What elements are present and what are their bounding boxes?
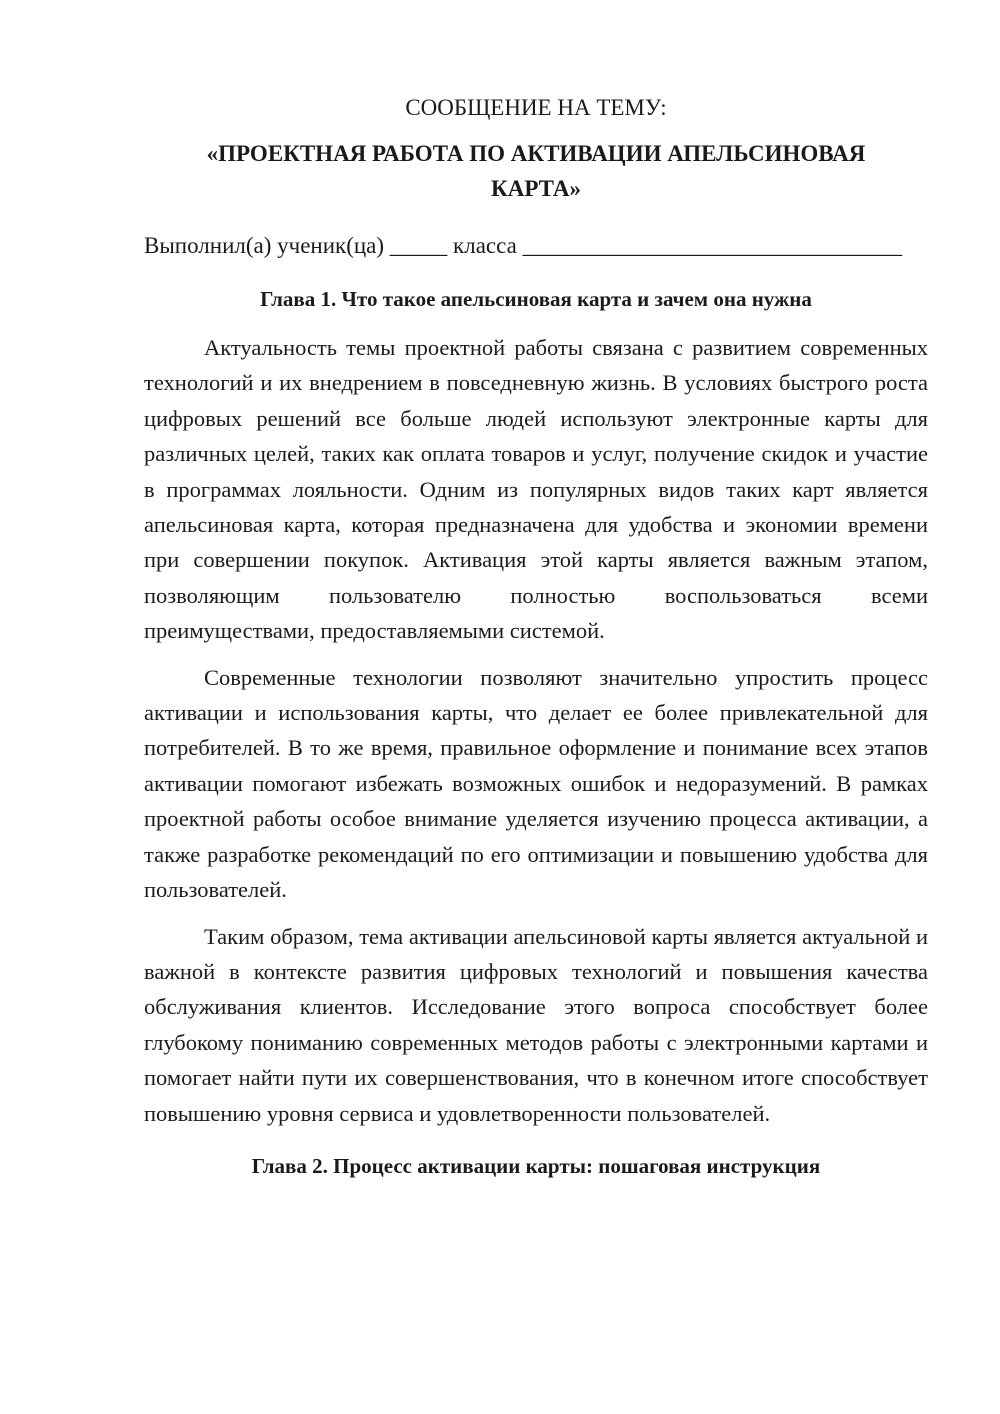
document-header-line: СООБЩЕНИЕ НА ТЕМУ: (405, 95, 667, 120)
document-page (144, 92, 928, 1197)
chapter-1-paragraph-2: Современные технологии позволяют значительно упростить процесс активации и использования карты, что делает ее более привлекательной для потребителей. В то же время, правильное оформление и понимание всех этапов активации помогают избежать возможных ошибок и недоразумений. В рамках проектной работы особое внимание уделяется изучению процесса активации, а также разработке рекомендаций по его оптимизации и повышению удобства для пользователей. (144, 664, 928, 903)
document-title: «ПРОЕКТНАЯ РАБОТА ПО АКТИВАЦИИ АПЕЛЬСИНОВАЯ КАРТА» (206, 141, 866, 201)
chapter-1-title: Глава 1. Что такое апельсиновая карта и зачем она нужна (260, 287, 812, 311)
chapter-2-title: Глава 2. Процесс активации карты: пошаговая инструкция (251, 1153, 821, 1178)
chapter-1-paragraph-1: Актуальность темы проектной работы связана с развитием современных технологий и их внедрением в повседневную жизнь. В условиях быстрого роста цифровых решений все больше людей используют электронные карты для различных целей, таких как оплата товаров и услуг, получение скидок и участие в программах лояльности. Одним из популярных видов таких карт является апельсиновая карта, которая предназначена для удобства и экономии времени при совершении покупок. Активация этой карты является важным этапом, позволяющим пользователю полностью воспользоваться всеми преимуществами, предоставляемыми системой. (144, 335, 928, 644)
author-line: Выполнил(а) ученик(ца) _____ класса _________________________________ (144, 233, 903, 258)
chapter-1-paragraph-3: Таким образом, тема активации апельсиновой карты является актуальной и важной в контексте развития цифровых технологий и повышения качества обслуживания клиентов. Исследование этого вопроса способствует более глубокому пониманию современных методов работы с электронными картами и помогает найти пути их совершенствования, что в конечном итоге способствует повышению уровня сервиса и удовлетворенности пользователей. (144, 923, 928, 1126)
